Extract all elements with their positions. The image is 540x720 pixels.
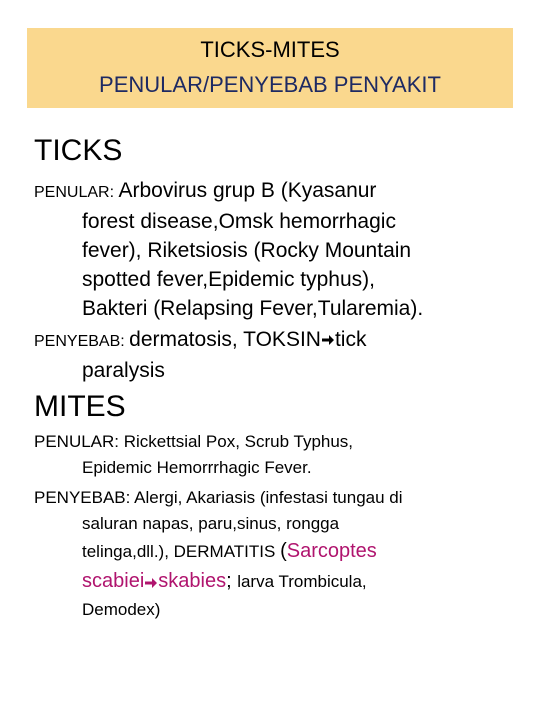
separator: ;	[226, 570, 238, 592]
ticks-penular-line: forest disease,Omsk hemorrhagic	[82, 210, 396, 233]
mites-penyebab-paragraph	[34, 485, 524, 623]
ticks-penular-paragraph	[34, 176, 524, 323]
ticks-penyebab-label: PENYEBAB:	[34, 333, 130, 350]
ticks-penular-label: PENULAR:	[34, 184, 119, 201]
ticks-heading: TICKS	[34, 134, 123, 167]
ticks-penyebab-text-a: dermatosis, TOKSIN	[129, 328, 321, 351]
mites-penyebab-line: saluran napas, paru,sinus, rongga	[82, 514, 340, 533]
title-line-2: PENULAR/PENYEBAB PENYAKIT	[99, 72, 441, 97]
mites-penular-line: Epidemic Hemorrrhagic Fever.	[82, 458, 312, 477]
mites-heading: MITES	[34, 390, 126, 423]
ticks-penyebab-text-b: tick	[334, 328, 367, 351]
ticks-penular-line: fever), Riketsiosis (Rocky Mountain	[82, 239, 412, 262]
mites-paren: (	[280, 540, 287, 562]
ticks-penyebab-paragraph	[34, 325, 524, 385]
mites-penular-paragraph	[34, 429, 524, 481]
mites-penyebab-line	[34, 566, 524, 597]
title-banner	[27, 28, 513, 108]
ticks-penular-line	[34, 176, 524, 207]
arrow-right-icon	[321, 333, 335, 347]
mites-penyebab-text: telinga,dll.), DERMATITIS	[82, 542, 281, 561]
ticks-penyebab-line: paralysis	[82, 359, 165, 382]
disease-name: skabies	[158, 570, 227, 592]
species-name: Sarcoptes	[286, 540, 377, 562]
ticks-penular-line: spotted fever,Epidemic typhus),	[82, 268, 375, 291]
ticks-penular-text: Arbovirus grup B (Kyasanur	[118, 179, 377, 202]
ticks-penyebab-line	[34, 325, 524, 356]
mites-penular-line: PENULAR: Rickettsial Pox, Scrub Typhus,	[34, 432, 354, 451]
species-name: scabiei	[82, 570, 145, 592]
mites-penyebab-line: Demodex)	[82, 600, 161, 619]
ticks-penular-line: Bakteri (Relapsing Fever,Tularemia).	[82, 297, 424, 320]
mites-penyebab-line: PENYEBAB: Alergi, Akariasis (infestasi tungau di	[34, 488, 403, 507]
title-line-1: TICKS-MITES	[200, 37, 340, 62]
mites-penyebab-text: larva Trombicula,	[237, 572, 367, 591]
mites-penyebab-line	[34, 537, 524, 566]
arrow-right-icon	[144, 576, 158, 590]
